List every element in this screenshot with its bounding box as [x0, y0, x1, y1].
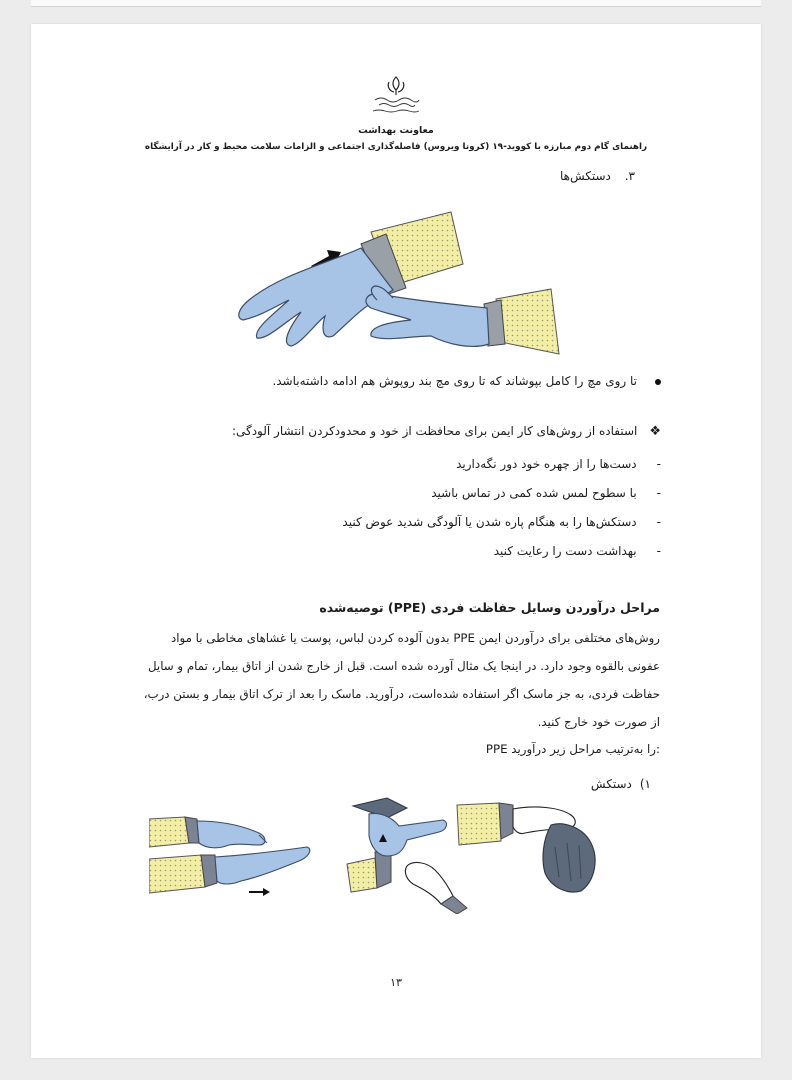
- bullet-dot: [655, 379, 661, 385]
- section-heading: [560, 169, 635, 183]
- list-item-text: بهداشت دست را رعایت کنید: [493, 544, 637, 558]
- step-label: دستکش: [590, 777, 632, 791]
- step-number: ۱): [639, 777, 651, 791]
- bullet-text: تا روی مچ را کامل بپوشاند که تا روی مچ بند روپوش هم ادامه داشته‌باشد.: [272, 374, 637, 388]
- list-item-text: با سطوح لمس شده کمی در تماس باشید: [431, 486, 637, 500]
- ppe-heading: مراحل درآوردن وسایل حفاظت فردی (PPE) توصیه‌شده: [319, 600, 660, 615]
- list-item: -با سطوح لمس شده کمی در تماس باشید: [431, 486, 661, 500]
- list-item-text: دست‌ها را از چهره خود دور نگه‌دارید: [456, 457, 637, 471]
- ppe-order-line: PPE را به‌ترتیب مراحل زیر درآورید:: [485, 742, 660, 756]
- list-item-text: دستکش‌ها را به هنگام پاره شدن یا آلودگی شدید عوض کنید: [342, 515, 637, 529]
- safe-practices-intro-text: استفاده از روش‌های کار ایمن برای محافظت از خود و محدودکردن انتشار آلودگی:: [231, 424, 638, 438]
- previous-page-edge: [31, 0, 761, 7]
- section-title: دستکش‌ها: [559, 169, 611, 183]
- document-page: [31, 24, 761, 1058]
- glove-removal-step3-illustration: [455, 797, 601, 897]
- safe-practices-intro: [232, 424, 661, 439]
- glove-donning-illustration: [201, 204, 561, 364]
- ppe-paragraph-line: از صورت خود خارج کنید.: [537, 715, 660, 729]
- section-number: ۳.: [624, 169, 635, 183]
- deputy-health-subhead: معاونت بهداشت: [358, 125, 434, 136]
- document-title: راهنمای گام دوم مبارزه با کووید-۱۹ (کرونا ویروس) فاصله‌گذاری اجتماعی و الزامات سلامت محیط و کار در آرایشگاه: [144, 142, 648, 152]
- diamond-star-icon: ❖: [649, 424, 661, 439]
- page-number: ۱۳: [390, 976, 402, 989]
- ppe-paragraph-line: عفونی بالقوه وجود دارد. در اینجا یک مثال آورده شده است. قبل از خارج شدن از اتاق بیمار، تمام و سایل: [147, 659, 660, 673]
- list-item: -بهداشت دست را رعایت کنید: [493, 544, 661, 558]
- ppe-paragraph-line: حفاظت فردی، به جز ماسک اگر استفاده شده‌است، درآورید. ماسک را بعد از ترک اتاق بیمار و بستن درب،: [143, 687, 660, 701]
- glove-removal-step2-illustration: [317, 796, 477, 914]
- list-item: -دست‌ها را از چهره خود دور نگه‌دارید: [456, 457, 661, 471]
- ministry-emblem: [361, 74, 431, 120]
- list-item: -دستکش‌ها را به هنگام پاره شدن یا آلودگی شدید عوض کنید: [342, 515, 661, 529]
- glove-instruction-bullet: [272, 374, 661, 388]
- ppe-paragraph-line: روش‌های مختلفی برای درآوردن ایمن PPE بدون آلوده کردن لباس، پوست یا غشاهای مخاطی با مواد: [170, 631, 660, 645]
- glove-removal-step1-illustration: [149, 799, 313, 897]
- ppe-step-item: [591, 777, 651, 791]
